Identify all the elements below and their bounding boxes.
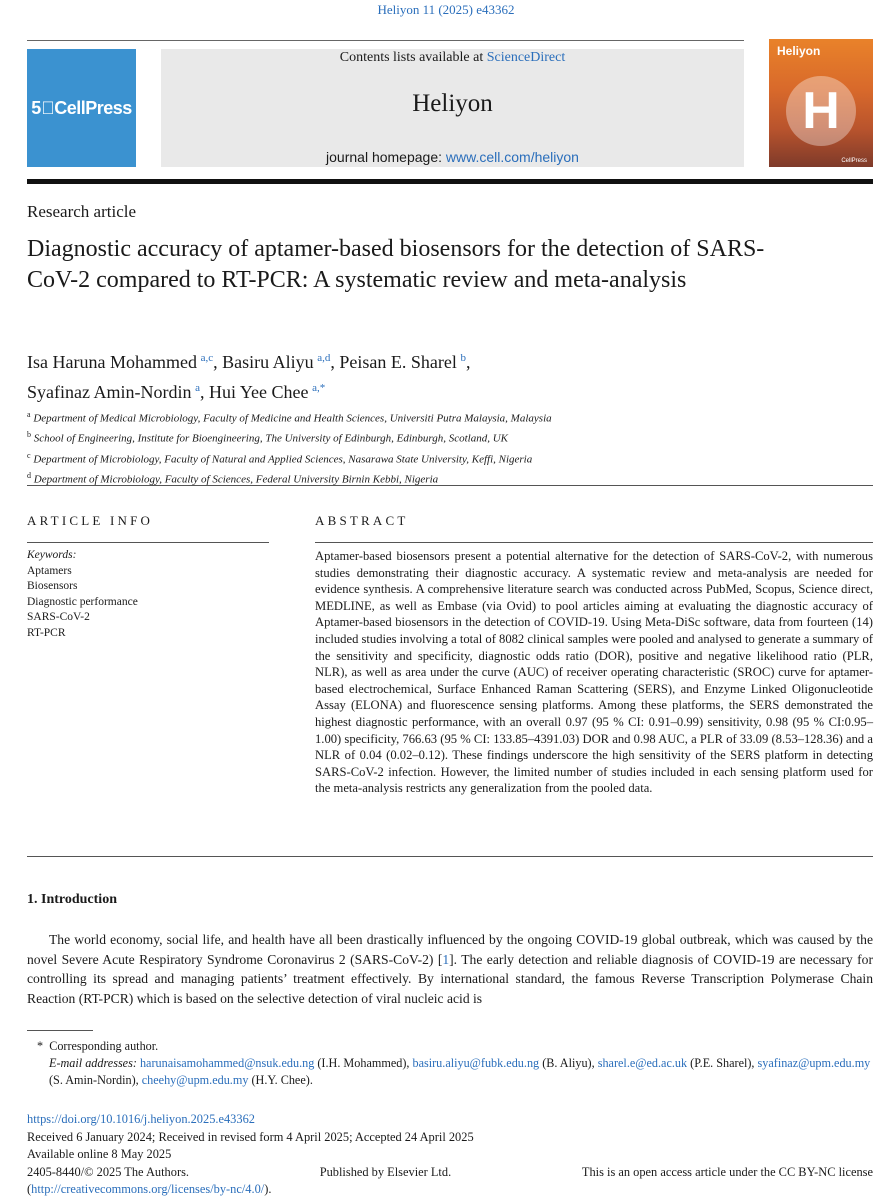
homepage-link[interactable]: www.cell.com/heliyon (445, 149, 579, 165)
corresponding-author-note: * Corresponding author. (37, 1039, 159, 1053)
cover-h-letter: H (802, 82, 840, 140)
keywords-block (27, 548, 138, 641)
email-link[interactable]: basiru.aliyu@fubk.edu.ng (412, 1056, 540, 1070)
license-line: 2405-8440/© 2025 The Authors. Published by Elsevier Ltd. This is an open access article under the CC BY-NC license (27, 1164, 873, 1179)
email-link[interactable]: cheehy@upm.edu.my (141, 1073, 249, 1087)
author-affiliation-marker[interactable]: b (460, 352, 466, 364)
cellpress-logo[interactable] (27, 49, 136, 167)
email-label: E-mail addresses: (49, 1056, 137, 1070)
license-url-line: (http://creativecommons.org/licenses/by-nc/4.0/). (27, 1182, 272, 1196)
homepage-prefix: journal homepage: (326, 149, 443, 165)
publication-info (27, 1111, 873, 1199)
abstract-heading: ABSTRACT (315, 513, 409, 528)
author-name[interactable]: Isa Haruna Mohammed (27, 352, 197, 372)
abstract-rule (315, 542, 873, 543)
article-info-heading: ARTICLE INFO (27, 513, 154, 528)
keyword-item: Biosensors (27, 580, 78, 592)
email-link[interactable]: sharel.e@ed.ac.uk (597, 1056, 688, 1070)
email-addresses: E-mail addresses: harunaisamohammed@nsuk.edu.ng (I.H. Mohammed), basiru.aliyu@fubk.edu.ng (B. Aliyu), sharel.e@ed.ac.uk (P.E. Sharel), syafinaz@upm.edu.my (S. Amin-Nordin), cheehy@upm.edu.my (H.Y. Chee). (49, 1056, 871, 1087)
affiliation-item: $^a$ Department of Medical Microbiology, Faculty of Medicine and Health Sciences, Universiti Putra Malaysia, Malaysia (27, 410, 552, 425)
cover-footer: CellPress (841, 158, 867, 164)
author-name[interactable]: Peisan E. Sharel (339, 352, 457, 372)
keyword-item: Diagnostic performance (27, 595, 138, 608)
keywords-label: Keywords: (27, 549, 77, 561)
introduction-heading: 1. Introduction (27, 892, 117, 907)
cellpress-logo-text: 5⃝CellPress (31, 97, 132, 118)
contents-line (161, 50, 744, 66)
license-link[interactable]: http://creativecommons.org/licenses/by-nc/4.0/ (31, 1182, 265, 1196)
journal-citation[interactable]: Heliyon 11 (2025) e43362 (377, 2, 515, 17)
cover-title: Heliyon (777, 44, 821, 58)
article-info-rule (27, 542, 269, 543)
header-bottom-rule (27, 179, 873, 184)
available-online: Available online 8 May 2025 (27, 1147, 172, 1161)
keyword-item: SARS-CoV-2 (27, 611, 90, 623)
journal-name: Heliyon (412, 90, 493, 117)
affiliations (27, 407, 867, 488)
contents-prefix: Contents lists available at (339, 50, 484, 65)
sciencedirect-link[interactable]: ScienceDirect (486, 50, 566, 65)
abstract-text: Aptamer-based biosensors present a potential alternative for the detection of SARS-CoV-2, with numerous studies demonstrating their diagnostic accuracy. A systematic review and meta-analysis are needed for evidence synthesis. A comprehensive literature search was conducted across PubMed, Scopus, Science direct, MEDLINE, as well as Embase (via Ovid) to pool articles aiming at evaluating the diagnostic accuracy of Aptamer-based biosensors in the detection of COVID-19. Using Meta-DiSc software, data from fourteen (14) included studies involving a total of 8082 clinical samples were pooled and analysed to generate a summary of the sensitivity and specificity, diagnostic odds ratio (DOR), positive and negative likelihood ratio (PLR, NLR), as well as area under the curve (AUC) of receiver operating characteristic (SROC) curve for aptamer-based electrochemical, Surface Enhanced Raman Scattering (SERS), and Enzyme Linked Oligonucleotide Assay (ELONA) and fluorescence sensing platforms. Among these platforms, the SERS demonstrated the highest diagnostic performance, with an overall 0.97 (95 % CI: 0.91–0.99) sensitivity, 0.98 (95 % CI:0.95–1.00) specificity, 766.63 (95 % CI: 133.85–4391.03) DOR and 0.98 AUC, a PLR of 33.09 (8.53–128.36) and a NLR of 0.04 (0.02–0.12). These findings underscore the high sensitivity of the SERS platform in detecting SARS-CoV-2 infection. However, the limited number of studies included in each sensing platform used for the meta-analysis restricts any generalization from the pooled data. (315, 549, 873, 796)
affiliation-item: $^d$ Department of Microbiology, Faculty of Sciences, Federal University Birnin Kebbi, Nigeria (27, 470, 439, 486)
affiliation-item: $^c$ Department of Microbiology, Faculty of Natural and Applied Sciences, Nasarawa State University, Keffi, Nigeria (27, 450, 533, 466)
introduction-text: The world economy, social life, and health have all been drastically influenced by the ongoing COVID-19 global outbreak, which was caused by the novel Severe Acute Respiratory Syndrome Coronavirus 2 (SARS-CoV-2) [1]. The early detection and reliable diagnosis of COVID-19 are necessary for controlling its spread and managing patients’ treatment effectively. By international standard, the famous Reverse Transcription Polymerase Chain Reaction (RT-PCR) which is based on the selective detection of viral nucleic acid is (27, 932, 873, 1006)
author-affiliation-marker[interactable]: a,c (200, 352, 214, 364)
author-affiliation-marker[interactable]: a,* (312, 382, 326, 394)
article-title: Diagnostic accuracy of aptamer-based biosensors for the detection of SARS-CoV-2 compared to RT-PCR: A systematic review and meta-analysis (27, 236, 765, 293)
author-list: Isa Haruna Mohammed $^{a,c}$, Basiru Aliyu $^{a,d}$, Peisan E. Sharel $^b$, Syafinaz Amin-Nordin $^a$, Hui Yee Chee $^{a,*}$ (27, 352, 471, 402)
keyword-item: RT-PCR (27, 626, 66, 639)
author-name[interactable]: Hui Yee Chee (208, 382, 309, 402)
received-dates: Received 6 January 2024; Received in revised form 4 April 2025; Accepted 24 April 2025 (27, 1129, 474, 1144)
author-name[interactable]: Syafinaz Amin-Nordin (27, 382, 192, 402)
article-type: Research article (27, 202, 137, 221)
header-top-rule (27, 40, 744, 41)
doi-link[interactable]: https://doi.org/10.1016/j.heliyon.2025.e43362 (27, 1112, 255, 1126)
affiliation-item: $^b$ School of Engineering, Institute for Bioengineering, The University of Edinburgh, Edinburgh, Scotland, UK (27, 430, 509, 445)
footnote-rule (27, 1030, 93, 1031)
footnotes (27, 1038, 873, 1089)
homepage-line (161, 149, 744, 165)
email-link[interactable]: syafinaz@upm.edu.my (757, 1056, 871, 1070)
author-affiliation-marker[interactable]: a (195, 382, 200, 394)
section-divider (27, 485, 873, 486)
email-link[interactable]: harunaisamohammed@nsuk.edu.ng (139, 1056, 315, 1070)
author-name[interactable]: Basiru Aliyu (222, 352, 314, 372)
author-affiliation-marker[interactable]: a,d (317, 352, 331, 364)
keyword-item: Aptamers (27, 564, 72, 577)
abstract-bottom-rule (27, 856, 873, 857)
reference-link[interactable]: 1 (442, 951, 450, 967)
journal-cover-image[interactable] (769, 39, 873, 167)
